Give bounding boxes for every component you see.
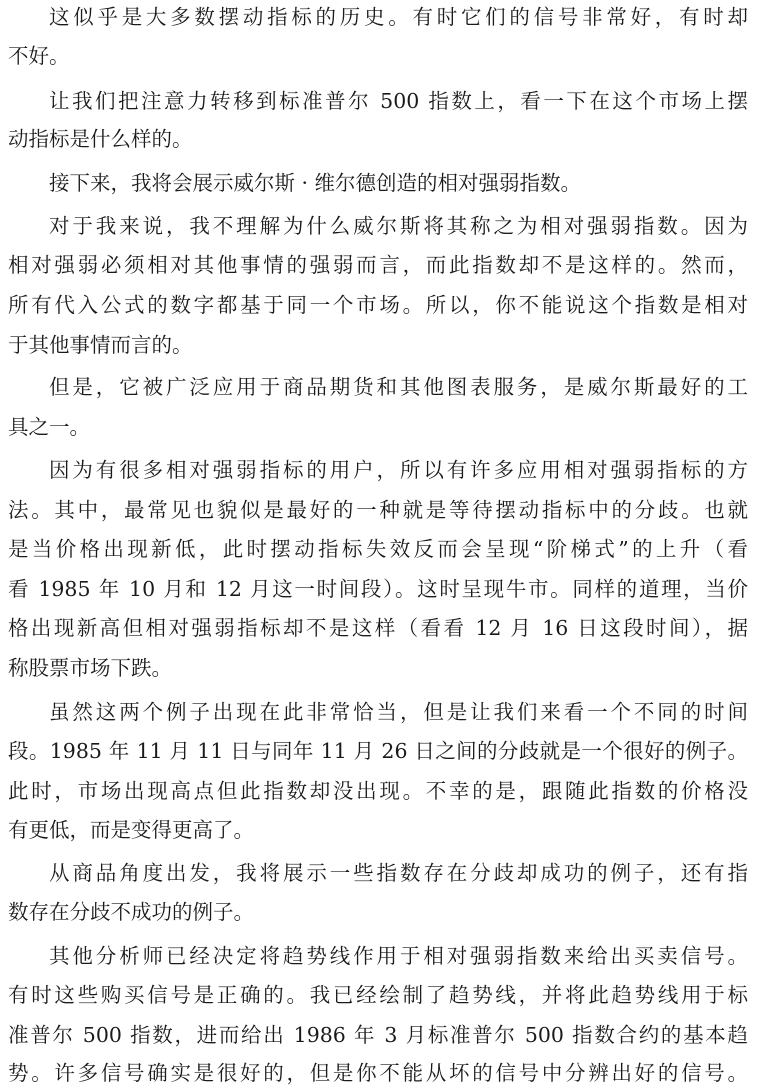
text-line: 看 1985 年 10 月和 12 月这一时间段）。这时呈现牛市。同样的道理，当价 <box>8 577 748 601</box>
text-line: 此时，市场出现高点但此指数却没出现。不幸的是，跟随此指数的价格没 <box>8 779 748 803</box>
text-line: 所有代入公式的数字都基于同一个市场。所以，你不能说这个指数是相对 <box>8 293 748 317</box>
text-line: 段。1985 年 11 月 11 日与同年 11 月 26 日之间的分歧就是一个很好的例子。 <box>8 739 748 763</box>
text-line: 具之一。 <box>8 415 90 439</box>
text-line: 称股票市场下跌。 <box>8 656 172 680</box>
text-line: 有时这些购买信号是正确的。我已经绘制了趋势线，并将此趋势线用于标 <box>8 983 748 1007</box>
text-line: 准普尔 500 指数，进而给出 1986 年 3 月标准普尔 500 指数合约的基本趋 <box>8 1023 748 1047</box>
text-line: 但是，它被广泛应用于商品期货和其他图表服务，是威尔斯最好的工 <box>49 375 748 399</box>
text-line: 法。其中，最常见也貌似是最好的一种就是等待摆动指标中的分歧。也就 <box>8 498 748 522</box>
text-line: 对于我来说，我不理解为什么威尔斯将其称之为相对强弱指数。因为 <box>49 214 748 238</box>
text-line: 相对强弱必须相对其他事情的强弱而言，而此指数却不是这样的。然而， <box>8 253 748 277</box>
text-line: 格出现新高但相对强弱指标却不是这样（看看 12 月 16 日这段时间），据 <box>8 616 748 640</box>
text-line: 接下来，我将会展示威尔斯 · 维尔德创造的相对强弱指数。 <box>49 171 582 195</box>
text-line: 从商品角度出发，我将展示一些指数存在分歧却成功的例子，还有指 <box>49 861 748 885</box>
text-line: 势。许多信号确实是很好的，但是你不能从坏的信号中分辨出好的信号。 <box>8 1061 748 1085</box>
text-line: 虽然这两个例子出现在此非常恰当，但是让我们来看一个不同的时间 <box>49 700 748 724</box>
text-line: 有更低，而是变得更高了。 <box>8 818 254 842</box>
text-line: 让我们把注意力转移到标准普尔 500 指数上，看一下在这个市场上摆 <box>49 89 748 113</box>
text-line: 数存在分歧不成功的例子。 <box>8 900 254 924</box>
text-line: 因为有很多相对强弱指标的用户，所以有许多应用相对强弱指标的方 <box>49 458 748 482</box>
text-line: 于其他事情而言的。 <box>8 333 193 357</box>
text-line: 动指标是什么样的。 <box>8 127 193 151</box>
text-line: 是当价格出现新低，此时摆动指标失效反而会呈现“阶梯式”的上升（看 <box>8 537 748 561</box>
text-line: 这似乎是大多数摆动指标的历史。有时它们的信号非常好，有时却 <box>49 5 748 29</box>
text-line: 其他分析师已经决定将趋势线作用于相对强弱指数来给出买卖信号。 <box>49 944 748 968</box>
text-line: 不好。 <box>8 44 70 68</box>
